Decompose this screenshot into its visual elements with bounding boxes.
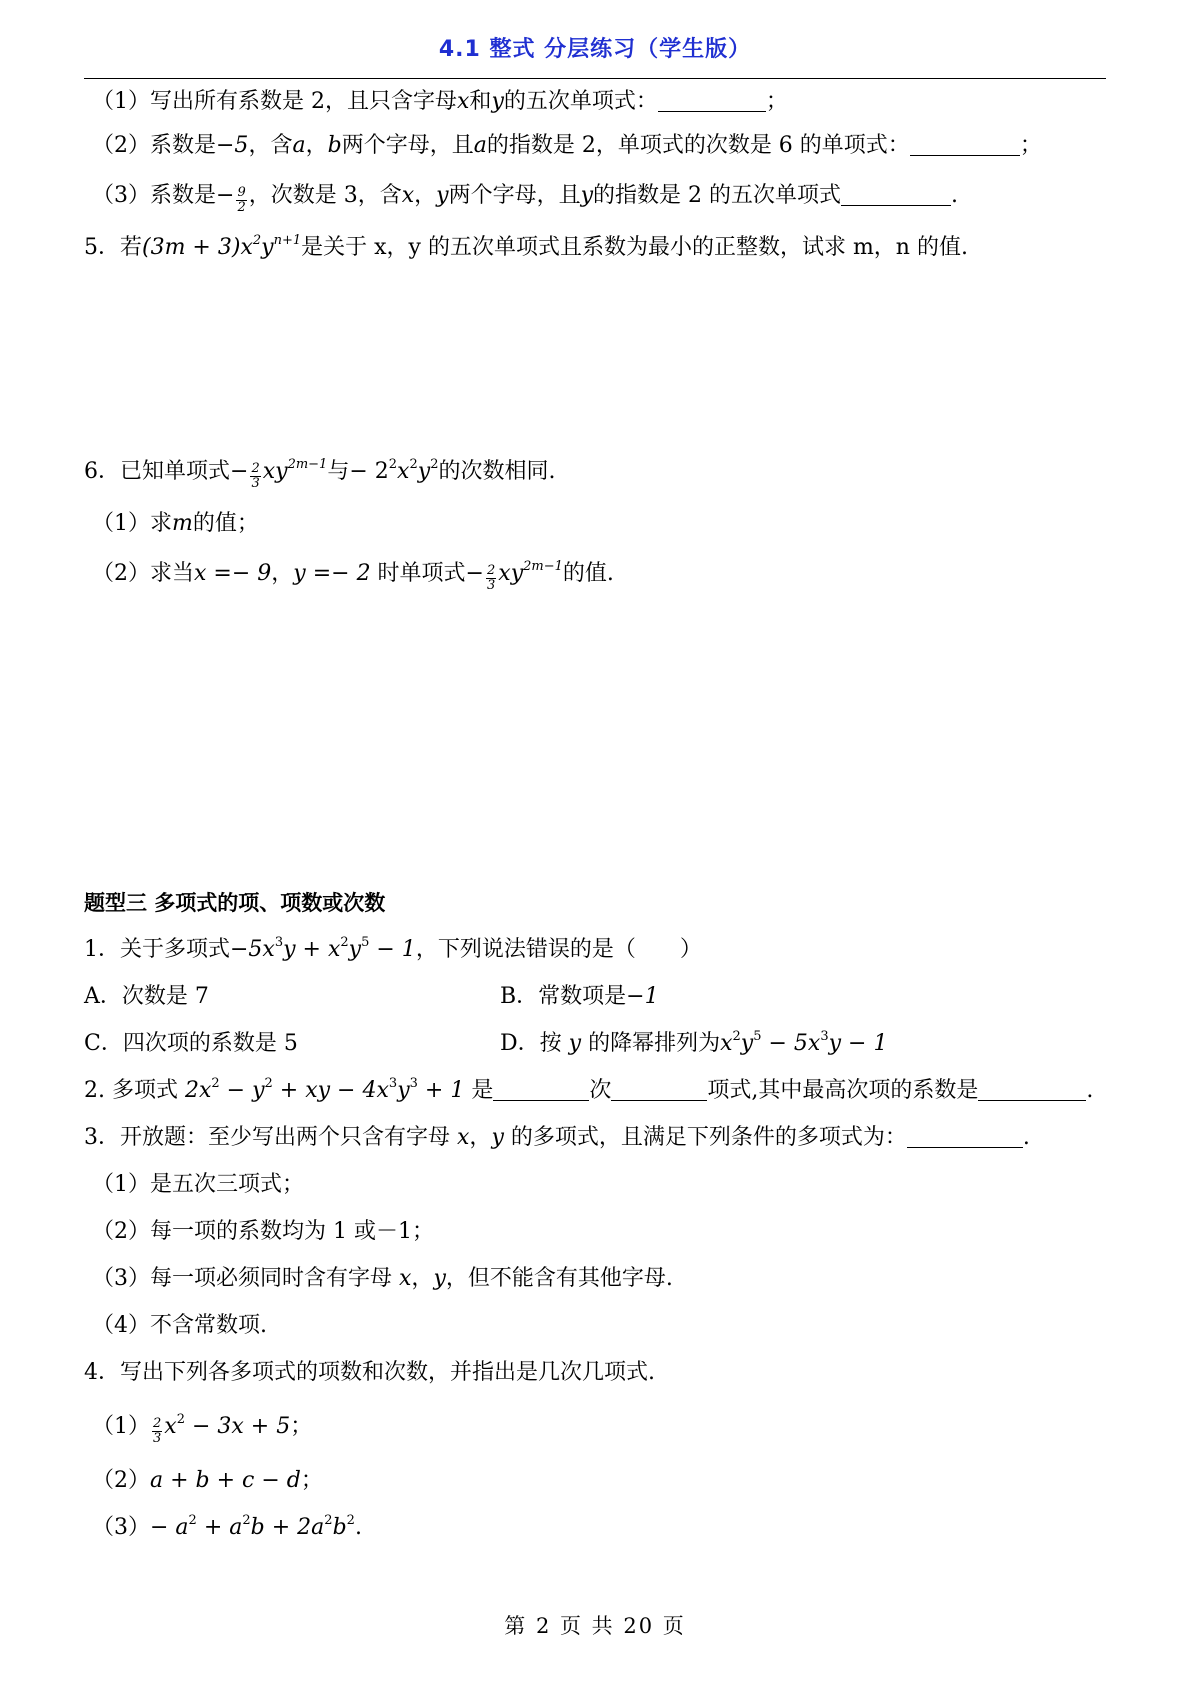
math-exponent: 2 bbox=[409, 457, 418, 472]
text: ； bbox=[1019, 133, 1042, 158]
q4-part-1 bbox=[92, 86, 788, 118]
fraction bbox=[250, 462, 260, 491]
math-expr: − y bbox=[219, 1078, 265, 1103]
text: ， bbox=[271, 561, 294, 586]
text: ，含 bbox=[248, 133, 293, 158]
text: . bbox=[1022, 1125, 1030, 1150]
answer-blank[interactable] bbox=[658, 89, 766, 112]
math-exponent: 2 bbox=[340, 935, 349, 950]
math-expr: −5x bbox=[230, 937, 275, 962]
answer-blank[interactable] bbox=[493, 1078, 589, 1101]
text: ， bbox=[469, 1125, 492, 1150]
text: . bbox=[951, 183, 959, 208]
math-expr: − 5x bbox=[761, 1031, 821, 1056]
math-exponent: 3 bbox=[820, 1029, 829, 1044]
math-exponent: 2 bbox=[430, 457, 439, 472]
page-footer: 第 2 页 共 20 页 bbox=[504, 1614, 686, 1638]
fraction-numerator: 2 bbox=[487, 563, 496, 578]
q4-part-2 bbox=[92, 130, 1042, 162]
math-exponent: 2m−1 bbox=[523, 559, 563, 574]
s3q3-condition-1: （1）是五次三项式； bbox=[92, 1172, 304, 1197]
text: 次 bbox=[589, 1078, 612, 1103]
math-exponent: 3 bbox=[388, 1076, 398, 1091]
math-var: y bbox=[491, 1125, 504, 1150]
text: （1）求 bbox=[92, 511, 172, 536]
page-header-title: 4.1 整式 分层练习（学生版） bbox=[438, 37, 752, 62]
text: 6．已知单项式− bbox=[84, 459, 249, 484]
text: （2） bbox=[92, 1468, 150, 1493]
math-exponent: 3 bbox=[409, 1076, 418, 1091]
q4-part-3 bbox=[92, 180, 958, 215]
math-expr: 2x bbox=[184, 1078, 212, 1103]
text: D．按 bbox=[500, 1031, 569, 1056]
math-var: x bbox=[397, 459, 410, 484]
answer-blank[interactable] bbox=[611, 1078, 707, 1101]
text: （3） bbox=[92, 1515, 150, 1540]
answer-blank[interactable] bbox=[978, 1078, 1086, 1101]
text: 的五次单项式： bbox=[503, 89, 658, 114]
text: ， bbox=[305, 133, 328, 158]
math-expr: − 1 bbox=[369, 937, 416, 962]
s3q3-condition-4: （4）不含常数项. bbox=[92, 1313, 267, 1338]
math-exponent: 2 bbox=[324, 1513, 333, 1528]
text: 和 bbox=[469, 89, 492, 114]
fraction-denominator: 2 bbox=[237, 200, 246, 215]
option-c[interactable]: C．四次项的系数是 5 bbox=[84, 1031, 298, 1056]
math-exponent: 2 bbox=[264, 1076, 273, 1091]
fraction-denominator: 3 bbox=[487, 578, 496, 593]
option-b[interactable] bbox=[500, 981, 659, 1013]
text: （3）每一项必须同时含有字母 bbox=[92, 1266, 399, 1291]
fraction-denominator: 3 bbox=[251, 476, 260, 491]
fraction-numerator: 9 bbox=[237, 185, 246, 200]
math-var: y bbox=[417, 459, 431, 484]
math-exponent: 2 bbox=[732, 1029, 741, 1044]
header-rule bbox=[84, 78, 1106, 79]
math-exponent: 2 bbox=[211, 1076, 220, 1091]
text: 5．若 bbox=[84, 235, 142, 260]
answer-blank[interactable] bbox=[841, 183, 951, 206]
math-expr: y =− 2 bbox=[293, 561, 371, 586]
math-exponent: 2 bbox=[388, 457, 398, 472]
math-var: y bbox=[568, 1031, 582, 1056]
text: 两个字母，且 bbox=[448, 183, 581, 208]
s3-question-2 bbox=[84, 1075, 1093, 1107]
option-a[interactable]: A．次数是 7 bbox=[84, 984, 209, 1009]
math-expr: y bbox=[740, 1031, 754, 1056]
text: 1．关于多项式 bbox=[84, 937, 230, 962]
text: 的值； bbox=[192, 511, 259, 536]
text: . bbox=[354, 1515, 362, 1540]
math-exponent: 3 bbox=[274, 935, 284, 950]
math-expr: x bbox=[720, 1031, 733, 1056]
s3q3-condition-3 bbox=[92, 1263, 673, 1295]
math-var: y bbox=[580, 183, 594, 208]
math-exponent: 5 bbox=[753, 1029, 762, 1044]
text: 时单项式− bbox=[370, 561, 484, 586]
s3q4-part-2 bbox=[92, 1465, 323, 1497]
math-expr: a + b + c − d bbox=[150, 1468, 301, 1493]
fraction bbox=[236, 186, 246, 215]
fraction-numerator: 2 bbox=[251, 461, 260, 476]
text: ，下列说法错误的是（ ） bbox=[415, 937, 702, 962]
text: 2. 多项式 bbox=[84, 1078, 185, 1103]
s3-question-4: 4．写出下列各多项式的项数和次数，并指出是几次几项式. bbox=[84, 1360, 655, 1385]
math-coef: −5 bbox=[216, 133, 249, 158]
fraction bbox=[486, 564, 496, 593]
math-exponent: 2 bbox=[242, 1513, 251, 1528]
math-expr: x =− 9 bbox=[194, 561, 272, 586]
math-expr: + 1 bbox=[417, 1078, 465, 1103]
text: ， bbox=[414, 183, 437, 208]
text: 的指数是 2 的五次单项式 bbox=[593, 183, 842, 208]
math-expr: − 3x + 5 bbox=[184, 1414, 291, 1439]
question-6 bbox=[84, 456, 555, 491]
math-expr: y − 1 bbox=[828, 1031, 888, 1056]
math-exponent: n+1 bbox=[273, 233, 302, 248]
text: 的值. bbox=[562, 561, 614, 586]
text: 两个字母，且 bbox=[341, 133, 474, 158]
math-exponent: 2 bbox=[346, 1513, 355, 1528]
math-var: x bbox=[399, 1266, 412, 1291]
math-expr: + a bbox=[196, 1515, 243, 1540]
math-var: x bbox=[457, 1125, 470, 1150]
fraction-denominator: 3 bbox=[153, 1431, 162, 1446]
math-var: a bbox=[473, 133, 487, 158]
text: 项式,其中最高次项的系数是 bbox=[707, 1078, 979, 1103]
math-exponent: 5 bbox=[361, 935, 370, 950]
math-expr: b + 2a bbox=[250, 1515, 325, 1540]
s3-question-3 bbox=[84, 1122, 1030, 1154]
math-var: y bbox=[261, 235, 274, 260]
math-var: xy bbox=[262, 459, 288, 484]
text: ； bbox=[300, 1468, 323, 1493]
section-heading: 题型三 多项式的项、项数或次数 bbox=[84, 891, 386, 915]
text: （3）系数是− bbox=[92, 183, 235, 208]
text: ； bbox=[290, 1414, 313, 1439]
text: ，但不能含有其他字母. bbox=[445, 1266, 673, 1291]
math-expr: b bbox=[332, 1515, 347, 1540]
question-5 bbox=[84, 232, 968, 264]
fraction bbox=[152, 1417, 162, 1446]
math-var: y bbox=[491, 89, 504, 114]
text: （1）写出所有系数是 2，且只含字母 bbox=[92, 89, 457, 114]
text: . bbox=[1086, 1078, 1094, 1103]
math-var: m bbox=[172, 511, 193, 536]
math-exponent: 2 bbox=[176, 1412, 185, 1427]
text: ， bbox=[411, 1266, 434, 1291]
answer-blank[interactable] bbox=[910, 133, 1020, 156]
math-exponent: 2m−1 bbox=[287, 457, 328, 472]
text: ； bbox=[765, 89, 788, 114]
text: 的多项式，且满足下列条件的多项式为： bbox=[503, 1125, 907, 1150]
math-expr: x bbox=[164, 1414, 177, 1439]
text: 3．开放题：至少写出两个只含有字母 bbox=[84, 1125, 457, 1150]
math-expr: (3m + 3)x bbox=[142, 235, 253, 260]
text: ，次数是 3，含 bbox=[248, 183, 402, 208]
math-var: x bbox=[457, 89, 470, 114]
math-var: y bbox=[436, 183, 449, 208]
text: 的指数是 2，单项式的次数是 6 的单项式： bbox=[486, 133, 910, 158]
math-var: a bbox=[292, 133, 306, 158]
option-d[interactable] bbox=[500, 1028, 887, 1060]
s3q4-part-3 bbox=[92, 1512, 362, 1544]
text: （1） bbox=[92, 1414, 150, 1439]
text: B．常数项是 bbox=[500, 984, 627, 1009]
s3q4-part-1 bbox=[92, 1411, 312, 1446]
q6-part-1 bbox=[92, 508, 259, 540]
text: （2）系数是 bbox=[92, 133, 216, 158]
text: 的降幂排列为 bbox=[581, 1031, 721, 1056]
math-expr: − a bbox=[150, 1515, 189, 1540]
s3q3-condition-2: （2）每一项的系数均为 1 或－1； bbox=[92, 1219, 434, 1244]
math-expr: y + x bbox=[283, 937, 341, 962]
text: （2）求当 bbox=[92, 561, 194, 586]
math-var: b bbox=[327, 133, 342, 158]
math-exponent: 2 bbox=[188, 1513, 197, 1528]
s3-question-1 bbox=[84, 934, 702, 966]
text: 是关于 x，y 的五次单项式且系数为最小的正整数，试求 m，n 的值. bbox=[301, 235, 968, 260]
fraction-numerator: 2 bbox=[153, 1416, 162, 1431]
text: 的次数相同. bbox=[438, 459, 556, 484]
math-var: x bbox=[401, 183, 415, 208]
math-exponent: 2 bbox=[252, 233, 262, 248]
math-expr: −1 bbox=[626, 984, 659, 1009]
math-expr: y bbox=[348, 937, 362, 962]
text: 与− 2 bbox=[327, 459, 389, 484]
math-var: y bbox=[433, 1266, 446, 1291]
answer-blank[interactable] bbox=[907, 1125, 1023, 1148]
text: 是 bbox=[464, 1078, 494, 1103]
q6-part-2 bbox=[92, 558, 614, 593]
math-var: xy bbox=[498, 561, 524, 586]
math-expr: + xy − 4x bbox=[272, 1078, 389, 1103]
math-expr: y bbox=[397, 1078, 410, 1103]
